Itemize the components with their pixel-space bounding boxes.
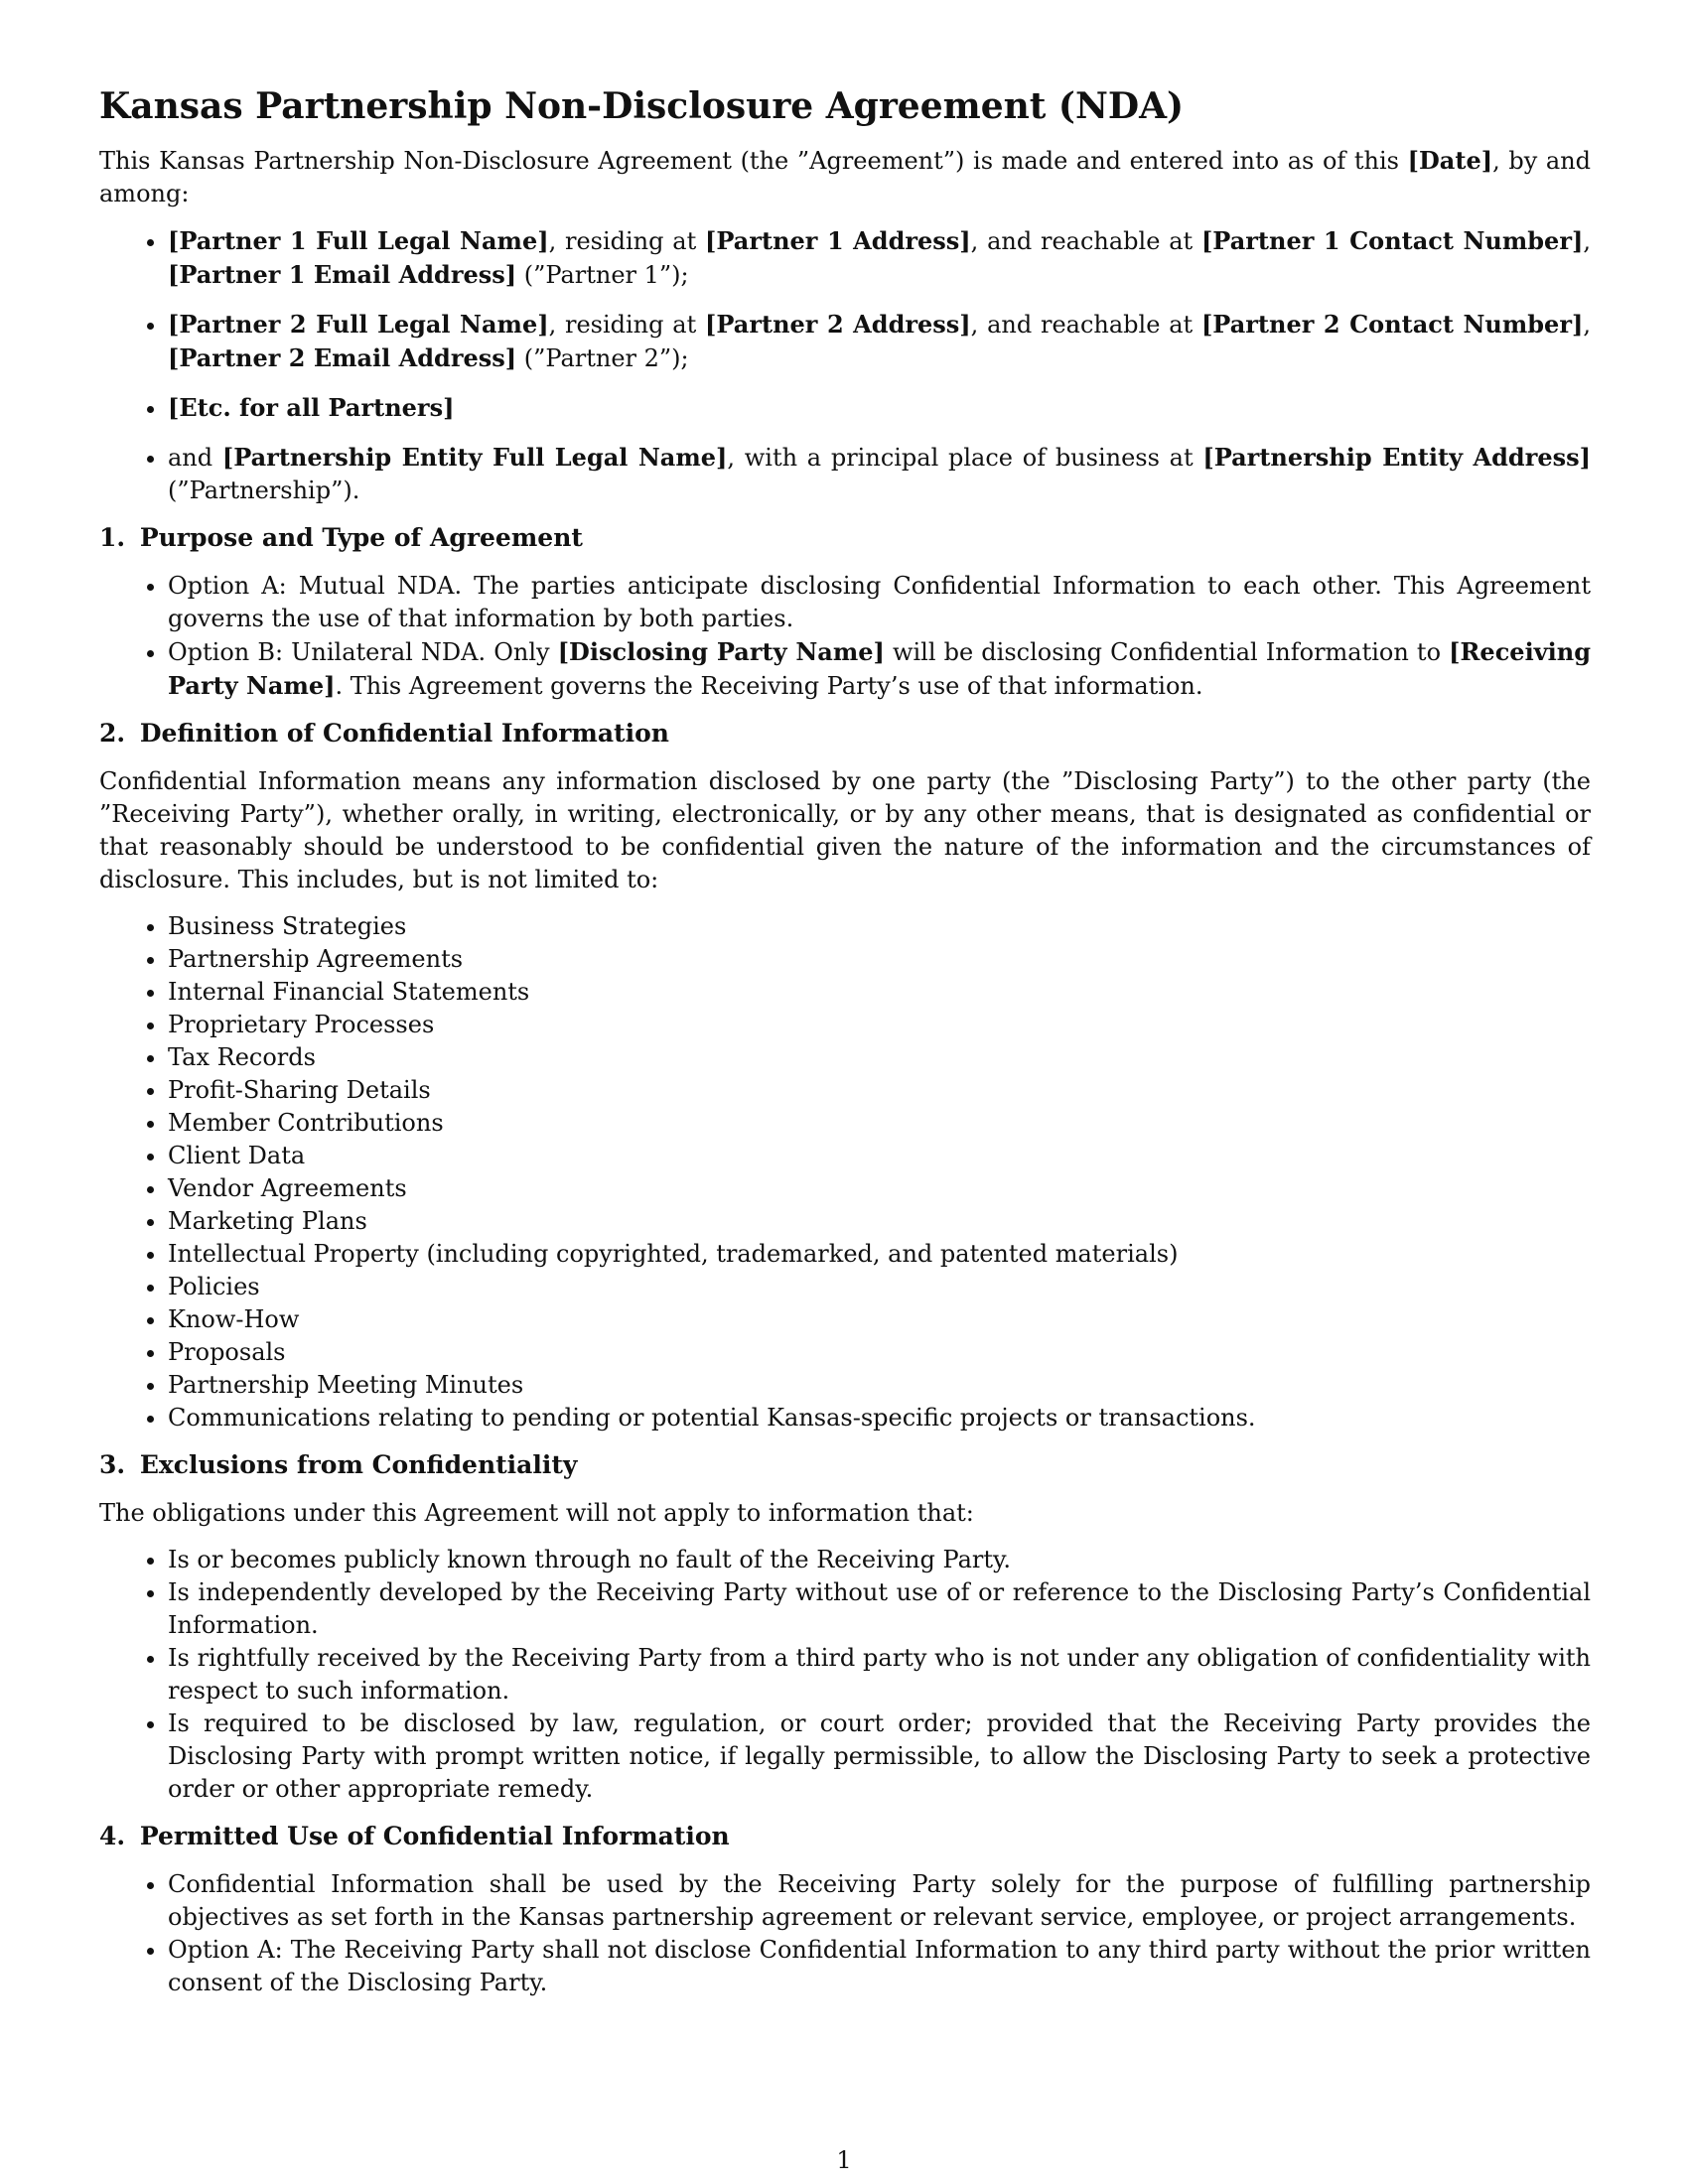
partner-2-email: [Partner 2 Email Address] xyxy=(168,343,517,373)
permitted-use-list xyxy=(99,1868,1591,1999)
option-a-mutual: • Option A: Mutual NDA. The parties anticipate disclosing Confidential Information to each other. This Agreement governs the use of that information by both parties. xyxy=(168,570,1591,635)
party-item-etc xyxy=(168,391,1591,425)
list-item: • Proposals xyxy=(168,1336,1591,1369)
section-title: Permitted Use of Confidential Information xyxy=(139,1822,730,1851)
document-title: Kansas Partnership Non-Disclosure Agreement (NDA) xyxy=(99,85,1185,127)
text: , with a principal place of business at xyxy=(727,444,1203,473)
partner-1-name: [Partner 1 Full Legal Name] xyxy=(168,226,549,256)
text: , xyxy=(1583,311,1591,340)
party-item-entity xyxy=(168,441,1591,507)
date-placeholder: [Date] xyxy=(1407,146,1493,176)
partner-2-contact: [Partner 2 Contact Number] xyxy=(1200,310,1584,340)
intro-text: This Kansas Partnership Non-Disclosure Agreement (the ”Agreement”) is made and entered into as of this xyxy=(99,147,1408,176)
text: (”Partnership”). xyxy=(168,477,360,505)
list-item: • Option A: The Receiving Party shall not disclose Confidential Information to any third party without the prior written consent of the Disclosing Party. xyxy=(168,1934,1591,1999)
section-1-list xyxy=(99,570,1591,703)
list-item: • Tax Records xyxy=(168,1041,1591,1074)
section-number: 2. xyxy=(99,719,126,749)
partner-2-name: [Partner 2 Full Legal Name] xyxy=(168,310,549,340)
list-item: • Partnership Agreements xyxy=(168,943,1591,976)
list-item: • Partnership Meeting Minutes xyxy=(168,1369,1591,1402)
text: Option B: Unilateral NDA. Only xyxy=(168,638,558,667)
section-1-heading xyxy=(99,521,1591,554)
partner-1-address: [Partner 1 Address] xyxy=(705,226,971,256)
option-b-unilateral xyxy=(168,635,1591,703)
section-title: Definition of Confidential Information xyxy=(139,719,669,749)
list-item: • Policies xyxy=(168,1271,1591,1303)
list-item: • Is independently developed by the Receiving Party without use of or reference to the Disclosing Party’s Confidential Information. xyxy=(168,1576,1591,1642)
list-item: • Member Contributions xyxy=(168,1107,1591,1140)
intro-paragraph xyxy=(99,144,1591,210)
party-item-partner-2 xyxy=(168,308,1591,375)
section-number: 1. xyxy=(99,523,126,553)
list-item: • Marketing Plans xyxy=(168,1205,1591,1238)
list-item: • Proprietary Processes xyxy=(168,1009,1591,1041)
section-title: Purpose and Type of Agreement xyxy=(139,523,583,553)
list-item: • Client Data xyxy=(168,1140,1591,1172)
receiving-party-placeholder: [Receiving Party Name] xyxy=(168,637,1591,701)
partner-2-address: [Partner 2 Address] xyxy=(705,310,971,340)
list-item: • Intellectual Property (including copyrighted, trademarked, and patented materials) xyxy=(168,1238,1591,1271)
text: will be disclosing Confidential Information to xyxy=(884,638,1450,667)
etc-partners: [Etc. for all Partners] xyxy=(168,393,455,423)
exclusions-list xyxy=(99,1544,1591,1806)
list-item: • Internal Financial Statements xyxy=(168,976,1591,1009)
text: and xyxy=(168,444,222,473)
text: , residing at xyxy=(548,311,706,340)
section-number: 4. xyxy=(99,1822,126,1851)
list-item: • Know-How xyxy=(168,1303,1591,1336)
list-item: • Profit-Sharing Details xyxy=(168,1074,1591,1107)
list-item: • Confidential Information shall be used by the Receiving Party solely for the purpose of fulfilling partnership objectives as set forth in the Kansas partnership agreement or relevant service, employee, or project arrangements. xyxy=(168,1868,1591,1934)
section-4-heading xyxy=(99,1820,1591,1852)
text: , and reachable at xyxy=(970,311,1201,340)
section-3-heading xyxy=(99,1448,1591,1481)
section-2-paragraph: Confidential Information means any information disclosed by one party (the ”Disclosing Party”) to the other party (the ”Receiving Party”), whether orally, in writing, electronically, or by any other means, that is designated as confidential or that reasonably should be understood to be confidential given the nature of the information and the circumstances of disclosure. This includes, but is not limited to: xyxy=(99,767,1591,894)
text: (”Partner 2”); xyxy=(516,344,689,373)
intro-text-end: , by and among: xyxy=(99,147,1592,208)
entity-name: [Partnership Entity Full Legal Name] xyxy=(221,443,728,473)
section-2-heading xyxy=(99,717,1591,750)
entity-address: [Partnership Entity Address] xyxy=(1202,443,1592,473)
confidential-items-list xyxy=(99,910,1591,1434)
page-number: 1 xyxy=(836,2146,852,2174)
partner-1-email: [Partner 1 Email Address] xyxy=(168,260,517,290)
list-item: • Is rightfully received by the Receiving Party from a third party who is not under any obligation of confidentiality with respect to such information. xyxy=(168,1642,1591,1707)
list-item: • Vendor Agreements xyxy=(168,1172,1591,1205)
list-item: • Communications relating to pending or potential Kansas-specific projects or transactions. xyxy=(168,1402,1591,1434)
party-item-partner-1 xyxy=(168,224,1591,292)
text: , residing at xyxy=(548,227,706,256)
section-number: 3. xyxy=(99,1450,126,1480)
section-title: Exclusions from Confidentiality xyxy=(139,1450,578,1480)
text: . This Agreement governs the Receiving Party’s use of that information. xyxy=(335,672,1203,701)
document-page xyxy=(99,85,1591,2013)
list-item: • Business Strategies xyxy=(168,910,1591,943)
parties-list xyxy=(99,224,1591,507)
list-item: • Is or becomes publicly known through no fault of the Receiving Party. xyxy=(168,1544,1591,1576)
text: , xyxy=(1583,227,1591,256)
text: , and reachable at xyxy=(970,227,1201,256)
section-3-paragraph: The obligations under this Agreement will not apply to information that: xyxy=(99,1499,974,1528)
text: (”Partner 1”); xyxy=(516,261,689,290)
list-item: • Is required to be disclosed by law, regulation, or court order; provided that the Receiving Party provides the Disclosing Party with prompt written notice, if legally permissible, to allow the Disclosing Party to seek a protective order or other appropriate remedy. xyxy=(168,1707,1591,1806)
partner-1-contact: [Partner 1 Contact Number] xyxy=(1200,226,1584,256)
disclosing-party-placeholder: [Disclosing Party Name] xyxy=(557,637,885,667)
